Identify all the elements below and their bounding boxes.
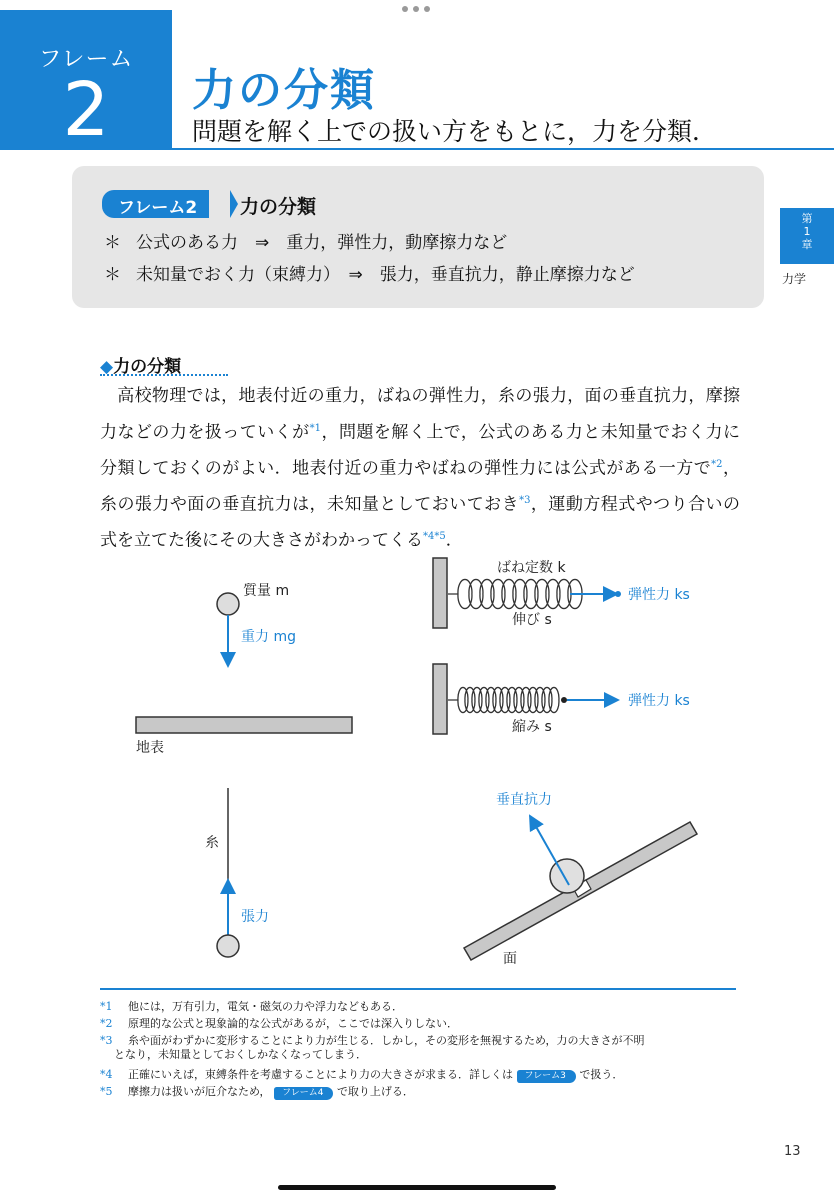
footnote-text: 正確にいえば，束縛条件を考慮することにより力の大きさが求まる．詳しくは bbox=[128, 1068, 513, 1081]
body-text-5: ． bbox=[445, 530, 463, 551]
footnote-marker: *3 bbox=[100, 1034, 113, 1047]
string-label: 糸 bbox=[205, 835, 219, 851]
body-text-3: ，糸の張力や面の垂直抗力は，未知量としておいておき bbox=[100, 458, 741, 515]
frame-number: 2 bbox=[62, 67, 110, 153]
object-on-incline bbox=[550, 859, 584, 893]
ground-label: 地表 bbox=[136, 740, 164, 756]
note-ref-2[interactable]: *2 bbox=[711, 458, 723, 470]
spring-constant-label: ばね定数 k bbox=[497, 560, 566, 576]
summary-title: 力の分類 bbox=[240, 196, 317, 218]
page-number: 13 bbox=[784, 1144, 801, 1159]
footnote-marker: *2 bbox=[100, 1017, 113, 1030]
summary-tag: フレーム2 bbox=[102, 190, 209, 218]
mass-ball bbox=[217, 593, 239, 615]
footnote-2 bbox=[100, 1017, 740, 1031]
footnote-text-cont: となり，未知量としておくしかなくなってしまう． bbox=[114, 1048, 367, 1061]
summary-line-text: 公式のある力 ⇒ 重力，弾性力，動摩擦力など bbox=[136, 233, 508, 253]
star-marker: ＊ bbox=[104, 265, 121, 285]
page-subtitle: 問題を解く上での扱い方をもとに，力を分類． bbox=[192, 117, 718, 146]
note-ref-4-5[interactable]: *4*5 bbox=[423, 530, 446, 542]
footnote-4 bbox=[100, 1068, 740, 1083]
compress-label: 縮み s bbox=[512, 719, 552, 735]
body-text-4: ，運動方程式やつり合いの式を立てた後にその大きさがわかってくる bbox=[100, 494, 741, 551]
elastic-label-1: 弾性力 ks bbox=[628, 587, 690, 603]
footnote-text: 摩擦力は扱いが厄介なため， bbox=[128, 1085, 271, 1098]
mass-label: 質量 m bbox=[243, 583, 290, 599]
note-ref-3[interactable]: *3 bbox=[519, 494, 531, 506]
spring-end-dot bbox=[561, 697, 567, 703]
footnote-text: で取り上げる． bbox=[336, 1085, 414, 1098]
body-text-1: 高校物理では，地表付近の重力，ばねの弾性力，糸の張力，面の垂直抗力，摩擦力などの力を扱っていくが bbox=[100, 386, 740, 443]
footnote-divider bbox=[100, 988, 736, 990]
spring-compressed bbox=[448, 687, 559, 712]
gravity-label: 重力 mg bbox=[241, 629, 296, 645]
body-text-2: ，問題を解く上で，公式のある力と未知量でおく力に分類しておくのがよい．地表付近の重力やばねの弾性力には公式がある一方で bbox=[100, 422, 740, 479]
footnote-5 bbox=[100, 1085, 740, 1100]
section-heading-text: 力の分類 bbox=[113, 357, 182, 377]
wall-2 bbox=[433, 664, 447, 734]
note-ref-1[interactable]: *1 bbox=[309, 422, 322, 434]
stretch-label: 伸び s bbox=[512, 612, 552, 628]
elastic-label-2: 弾性力 ks bbox=[628, 693, 690, 709]
summary-line-text: 未知量でおく力（束縛力） ⇒ 張力，垂直抗力，静止摩擦力など bbox=[136, 265, 635, 285]
chapter-tab-text: 第1章 bbox=[801, 212, 813, 251]
footnote-3 bbox=[100, 1034, 740, 1062]
chapter-label: 力学 bbox=[782, 272, 807, 286]
ground bbox=[136, 717, 352, 733]
frame-label: フレーム bbox=[38, 46, 134, 72]
footnote-1 bbox=[100, 1000, 740, 1014]
footnote-text: 他には，万有引力，電気・磁気の力や浮力などもある． bbox=[128, 1000, 403, 1013]
hanging-ball bbox=[217, 935, 239, 957]
tension-label: 張力 bbox=[241, 909, 269, 925]
footnote-marker: *4 bbox=[100, 1068, 113, 1081]
surface-label: 面 bbox=[503, 951, 517, 967]
star-marker: ＊ bbox=[104, 233, 121, 253]
frame3-link[interactable]: フレーム3 bbox=[517, 1070, 576, 1083]
footnote-marker: *1 bbox=[100, 1000, 113, 1013]
diamond-icon: ◆ bbox=[100, 357, 114, 377]
footnote-text: で扱う． bbox=[579, 1068, 624, 1081]
spring-stretched bbox=[448, 579, 582, 608]
home-indicator[interactable] bbox=[278, 1185, 556, 1190]
frame4-link[interactable]: フレーム4 bbox=[274, 1087, 333, 1100]
footnote-text: 原理的な公式と現象論的な公式があるが，ここでは深入りしない． bbox=[128, 1017, 458, 1030]
wall-1 bbox=[433, 558, 447, 628]
normal-force-label: 垂直抗力 bbox=[496, 792, 552, 808]
page-title: 力の分類 bbox=[192, 65, 376, 116]
footnote-marker: *5 bbox=[100, 1085, 113, 1098]
footnote-text: 糸や面がわずかに変形することにより力が生じる．しかし，その変形を無視するため，力の大きさが不明 bbox=[128, 1034, 645, 1047]
